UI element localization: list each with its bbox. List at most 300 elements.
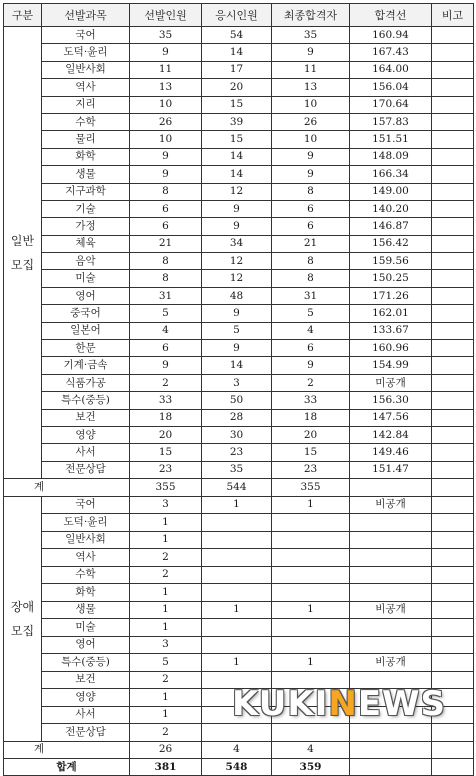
- value-cell: 164.00: [350, 61, 432, 78]
- value-cell: 6: [272, 218, 350, 235]
- value-cell: 20: [272, 426, 350, 443]
- value-cell: 14: [202, 357, 272, 374]
- value-cell: 9: [130, 148, 202, 165]
- value-cell: 18: [130, 409, 202, 426]
- remarks-cell: [432, 514, 474, 532]
- group-label-line: 모집: [10, 623, 35, 638]
- table-row: [4, 79, 474, 96]
- subject-cell: 중국어: [42, 305, 130, 322]
- value-cell: 167.43: [350, 44, 432, 61]
- table-row: [4, 27, 474, 44]
- value-cell: 159.56: [350, 253, 432, 270]
- value-cell: 1: [130, 584, 202, 602]
- value-cell: [272, 636, 350, 654]
- subject-cell: 생물: [42, 601, 130, 619]
- subject-cell: 특수(중등): [42, 654, 130, 672]
- value-cell: 9: [272, 166, 350, 183]
- table-row: [4, 531, 474, 549]
- table-cell: [350, 758, 432, 775]
- value-cell: 39: [202, 113, 272, 130]
- remarks-cell: [432, 61, 474, 78]
- value-cell: 14: [202, 166, 272, 183]
- value-cell: 2: [130, 566, 202, 584]
- remarks-cell: [432, 235, 474, 252]
- value-cell: 6: [272, 200, 350, 217]
- table-row: [4, 183, 474, 200]
- value-cell: [272, 566, 350, 584]
- value-cell: 13: [272, 79, 350, 96]
- subject-cell: 미술: [42, 270, 130, 287]
- value-cell: 30: [202, 426, 272, 443]
- value-cell: 1: [272, 654, 350, 672]
- value-cell: 35: [202, 461, 272, 478]
- value-cell: [350, 514, 432, 532]
- value-cell: 170.64: [350, 96, 432, 113]
- table-row: [4, 426, 474, 443]
- value-cell: 15: [130, 444, 202, 461]
- results-table: [3, 3, 474, 776]
- value-cell: 26: [272, 113, 350, 130]
- value-cell: [202, 514, 272, 532]
- table-row: [4, 514, 474, 532]
- value-cell: 8: [272, 183, 350, 200]
- subject-cell: 기계·금속: [42, 357, 130, 374]
- value-cell: [350, 636, 432, 654]
- remarks-cell: [432, 218, 474, 235]
- table-row: [4, 235, 474, 252]
- value-cell: 23: [272, 461, 350, 478]
- value-cell: 151.47: [350, 461, 432, 478]
- value-cell: [272, 619, 350, 637]
- table-row: [4, 392, 474, 409]
- value-cell: 31: [130, 287, 202, 304]
- subject-cell: 일본어: [42, 322, 130, 339]
- subtotal-label: 계: [4, 741, 130, 758]
- header-cell: 구분: [4, 4, 42, 27]
- subject-cell: 도덕·윤리: [42, 514, 130, 532]
- value-cell: 154.99: [350, 357, 432, 374]
- remarks-cell: [432, 253, 474, 270]
- value-cell: 1: [130, 689, 202, 707]
- value-cell: [350, 724, 432, 742]
- value-cell: 14: [202, 148, 272, 165]
- remarks-cell: [432, 619, 474, 637]
- value-cell: 1: [130, 619, 202, 637]
- remarks-cell: [432, 584, 474, 602]
- remarks-cell: [432, 322, 474, 339]
- value-cell: 15: [202, 131, 272, 148]
- value-cell: 2: [130, 671, 202, 689]
- table-row: [4, 270, 474, 287]
- table-row: [4, 724, 474, 742]
- value-cell: [350, 549, 432, 567]
- remarks-cell: [432, 287, 474, 304]
- value-cell: 162.01: [350, 305, 432, 322]
- value-cell: 26: [130, 113, 202, 130]
- value-cell: 9: [272, 44, 350, 61]
- value-cell: 17: [202, 61, 272, 78]
- header-cell: 최종합격자: [272, 4, 350, 27]
- value-cell: 9: [130, 357, 202, 374]
- value-cell: 10: [130, 96, 202, 113]
- value-cell: 33: [130, 392, 202, 409]
- subject-cell: 식품가공: [42, 374, 130, 391]
- subject-cell: 물리: [42, 131, 130, 148]
- table-row: [4, 305, 474, 322]
- value-cell: 5: [272, 305, 350, 322]
- table-row: [4, 374, 474, 391]
- value-cell: 13: [130, 79, 202, 96]
- subject-cell: 사서: [42, 706, 130, 724]
- value-cell: 48: [202, 287, 272, 304]
- value-cell: 1: [202, 654, 272, 672]
- value-cell: 12: [202, 270, 272, 287]
- table-row: [4, 131, 474, 148]
- remarks-cell: [432, 27, 474, 44]
- header-cell: 비고: [432, 4, 474, 27]
- value-cell: 171.26: [350, 287, 432, 304]
- value-cell: 1: [130, 531, 202, 549]
- subject-cell: 영어: [42, 636, 130, 654]
- value-cell: 6: [272, 340, 350, 357]
- value-cell: 5: [130, 305, 202, 322]
- value-cell: [272, 514, 350, 532]
- value-cell: 8: [130, 183, 202, 200]
- kukinews-watermark: KUKINEWS: [232, 684, 447, 724]
- value-cell: [202, 566, 272, 584]
- subject-cell: 음악: [42, 253, 130, 270]
- subject-cell: 지리: [42, 96, 130, 113]
- value-cell: 8: [130, 253, 202, 270]
- value-cell: 140.20: [350, 200, 432, 217]
- value-cell: 11: [272, 61, 350, 78]
- value-cell: 146.87: [350, 218, 432, 235]
- value-cell: 6: [130, 200, 202, 217]
- value-cell: 3: [130, 636, 202, 654]
- value-cell: [202, 531, 272, 549]
- total-value: 548: [202, 758, 272, 775]
- value-cell: [272, 724, 350, 742]
- value-cell: 1: [272, 496, 350, 514]
- remarks-cell: [432, 113, 474, 130]
- table-row: [4, 549, 474, 567]
- value-cell: 11: [130, 61, 202, 78]
- group-label-line: 장애: [10, 599, 35, 614]
- subject-cell: 수학: [42, 566, 130, 584]
- value-cell: 5: [202, 322, 272, 339]
- total-value: 359: [272, 758, 350, 775]
- table-row: [4, 496, 474, 514]
- table-row: [4, 340, 474, 357]
- value-cell: 10: [272, 131, 350, 148]
- subject-cell: 보건: [42, 671, 130, 689]
- value-cell: [202, 724, 272, 742]
- value-cell: 142.84: [350, 426, 432, 443]
- table-cell: [432, 758, 474, 775]
- total-value: 381: [130, 758, 202, 775]
- table-row: [4, 44, 474, 61]
- remarks-cell: [432, 724, 474, 742]
- value-cell: 14: [202, 44, 272, 61]
- subject-cell: 영양: [42, 689, 130, 707]
- value-cell: 2: [130, 549, 202, 567]
- value-cell: [202, 636, 272, 654]
- subject-cell: 역사: [42, 79, 130, 96]
- table-row: [4, 444, 474, 461]
- value-cell: 34: [202, 235, 272, 252]
- remarks-cell: [432, 200, 474, 217]
- table-body: [4, 27, 474, 776]
- remarks-cell: [432, 131, 474, 148]
- subtotal-value: 355: [130, 479, 202, 496]
- subtotal-row: [4, 479, 474, 496]
- value-cell: 133.67: [350, 322, 432, 339]
- value-cell: 비공개: [350, 654, 432, 672]
- value-cell: 33: [272, 392, 350, 409]
- value-cell: 150.25: [350, 270, 432, 287]
- value-cell: [202, 549, 272, 567]
- value-cell: 20: [202, 79, 272, 96]
- value-cell: 18: [272, 409, 350, 426]
- remarks-cell: [432, 340, 474, 357]
- table-row: [4, 200, 474, 217]
- value-cell: 160.96: [350, 340, 432, 357]
- value-cell: 23: [202, 444, 272, 461]
- total-row: [4, 758, 474, 775]
- value-cell: [350, 619, 432, 637]
- remarks-cell: [432, 636, 474, 654]
- table-row: [4, 166, 474, 183]
- value-cell: 156.04: [350, 79, 432, 96]
- value-cell: [350, 531, 432, 549]
- value-cell: [202, 584, 272, 602]
- table-cell: [350, 479, 432, 496]
- subtotal-value: 4: [272, 741, 350, 758]
- value-cell: 10: [272, 96, 350, 113]
- value-cell: 2: [130, 374, 202, 391]
- value-cell: 12: [202, 253, 272, 270]
- value-cell: [350, 584, 432, 602]
- remarks-cell: [432, 79, 474, 96]
- value-cell: 2: [272, 374, 350, 391]
- value-cell: 3: [130, 496, 202, 514]
- table-cell: [432, 479, 474, 496]
- subject-cell: 국어: [42, 27, 130, 44]
- subject-cell: 화학: [42, 584, 130, 602]
- value-cell: [202, 619, 272, 637]
- value-cell: 8: [130, 270, 202, 287]
- value-cell: 4: [130, 322, 202, 339]
- value-cell: 149.00: [350, 183, 432, 200]
- header-cell: 선발과목: [42, 4, 130, 27]
- remarks-cell: [432, 549, 474, 567]
- group-label: [4, 27, 42, 479]
- value-cell: 21: [130, 235, 202, 252]
- value-cell: 156.42: [350, 235, 432, 252]
- subject-cell: 생물: [42, 166, 130, 183]
- value-cell: 1: [202, 496, 272, 514]
- group-label-line: 일반: [10, 233, 35, 248]
- value-cell: 23: [130, 461, 202, 478]
- table-row: [4, 148, 474, 165]
- subject-cell: 보건: [42, 409, 130, 426]
- remarks-cell: [432, 305, 474, 322]
- value-cell: [272, 584, 350, 602]
- value-cell: 1: [130, 601, 202, 619]
- value-cell: 156.30: [350, 392, 432, 409]
- value-cell: 54: [202, 27, 272, 44]
- value-cell: 4: [272, 322, 350, 339]
- value-cell: 6: [130, 218, 202, 235]
- table-row: [4, 287, 474, 304]
- subject-cell: 수학: [42, 113, 130, 130]
- value-cell: 15: [272, 444, 350, 461]
- subject-cell: 기술: [42, 200, 130, 217]
- value-cell: 9: [202, 340, 272, 357]
- table-row: [4, 619, 474, 637]
- subject-cell: 국어: [42, 496, 130, 514]
- remarks-cell: [432, 148, 474, 165]
- value-cell: 28: [202, 409, 272, 426]
- value-cell: 12: [202, 183, 272, 200]
- value-cell: 31: [272, 287, 350, 304]
- remarks-cell: [432, 496, 474, 514]
- value-cell: 9: [130, 44, 202, 61]
- table-row: [4, 218, 474, 235]
- remarks-cell: [432, 531, 474, 549]
- value-cell: 비공개: [350, 496, 432, 514]
- value-cell: 1: [130, 514, 202, 532]
- subtotal-label: 계: [4, 479, 130, 496]
- value-cell: 9: [202, 200, 272, 217]
- subject-cell: 전문상담: [42, 461, 130, 478]
- value-cell: 147.56: [350, 409, 432, 426]
- value-cell: 149.46: [350, 444, 432, 461]
- total-label: 합계: [4, 758, 130, 775]
- value-cell: 9: [272, 148, 350, 165]
- value-cell: 10: [130, 131, 202, 148]
- value-cell: [272, 531, 350, 549]
- subject-cell: 지구과학: [42, 183, 130, 200]
- header-cell: 선발인원: [130, 4, 202, 27]
- value-cell: 2: [130, 724, 202, 742]
- subject-cell: 특수(중등): [42, 392, 130, 409]
- subject-cell: 일반사회: [42, 531, 130, 549]
- value-cell: 9: [202, 305, 272, 322]
- table-row: [4, 654, 474, 672]
- value-cell: [350, 566, 432, 584]
- subject-cell: 도덕·윤리: [42, 44, 130, 61]
- value-cell: 9: [202, 218, 272, 235]
- remarks-cell: [432, 444, 474, 461]
- value-cell: 비공개: [350, 601, 432, 619]
- group-label: [4, 496, 42, 741]
- remarks-cell: [432, 96, 474, 113]
- remarks-cell: [432, 183, 474, 200]
- remarks-cell: [432, 44, 474, 61]
- table-row: [4, 601, 474, 619]
- subject-cell: 사서: [42, 444, 130, 461]
- value-cell: 50: [202, 392, 272, 409]
- table-row: [4, 461, 474, 478]
- value-cell: 15: [202, 96, 272, 113]
- subtotal-value: 544: [202, 479, 272, 496]
- value-cell: 35: [130, 27, 202, 44]
- value-cell: 9: [272, 357, 350, 374]
- remarks-cell: [432, 654, 474, 672]
- value-cell: 1: [272, 601, 350, 619]
- subject-cell: 영양: [42, 426, 130, 443]
- subject-cell: 미술: [42, 619, 130, 637]
- remarks-cell: [432, 392, 474, 409]
- header-row: [4, 4, 474, 27]
- value-cell: [272, 549, 350, 567]
- subject-cell: 화학: [42, 148, 130, 165]
- value-cell: 1: [130, 706, 202, 724]
- table-row: [4, 566, 474, 584]
- table-row: [4, 357, 474, 374]
- value-cell: 8: [272, 270, 350, 287]
- table-row: [4, 113, 474, 130]
- value-cell: 미공개: [350, 374, 432, 391]
- value-cell: 8: [272, 253, 350, 270]
- header-cell: 합격선: [350, 4, 432, 27]
- table-row: [4, 322, 474, 339]
- value-cell: 6: [130, 340, 202, 357]
- table-row: [4, 409, 474, 426]
- subject-cell: 한문: [42, 340, 130, 357]
- value-cell: 157.83: [350, 113, 432, 130]
- value-cell: 9: [130, 166, 202, 183]
- remarks-cell: [432, 270, 474, 287]
- remarks-cell: [432, 461, 474, 478]
- remarks-cell: [432, 566, 474, 584]
- table-row: [4, 253, 474, 270]
- remarks-cell: [432, 409, 474, 426]
- remarks-cell: [432, 166, 474, 183]
- subtotal-value: 26: [130, 741, 202, 758]
- value-cell: 166.34: [350, 166, 432, 183]
- table-row: [4, 636, 474, 654]
- subject-cell: 전문상담: [42, 724, 130, 742]
- group-label-line: 모집: [10, 257, 35, 272]
- value-cell: 21: [272, 235, 350, 252]
- subject-cell: 역사: [42, 549, 130, 567]
- value-cell: 20: [130, 426, 202, 443]
- value-cell: 160.94: [350, 27, 432, 44]
- header-cell: 응시인원: [202, 4, 272, 27]
- table-row: [4, 96, 474, 113]
- subject-cell: 체육: [42, 235, 130, 252]
- table-row: [4, 584, 474, 602]
- value-cell: 151.51: [350, 131, 432, 148]
- value-cell: 3: [202, 374, 272, 391]
- remarks-cell: [432, 601, 474, 619]
- subtotal-value: 355: [272, 479, 350, 496]
- value-cell: 5: [130, 654, 202, 672]
- remarks-cell: [432, 426, 474, 443]
- subject-cell: 일반사회: [42, 61, 130, 78]
- subject-cell: 가정: [42, 218, 130, 235]
- subtotal-value: 4: [202, 741, 272, 758]
- remarks-cell: [432, 374, 474, 391]
- value-cell: 1: [202, 601, 272, 619]
- table-row: [4, 61, 474, 78]
- value-cell: 35: [272, 27, 350, 44]
- value-cell: 148.09: [350, 148, 432, 165]
- remarks-cell: [432, 357, 474, 374]
- subject-cell: 영어: [42, 287, 130, 304]
